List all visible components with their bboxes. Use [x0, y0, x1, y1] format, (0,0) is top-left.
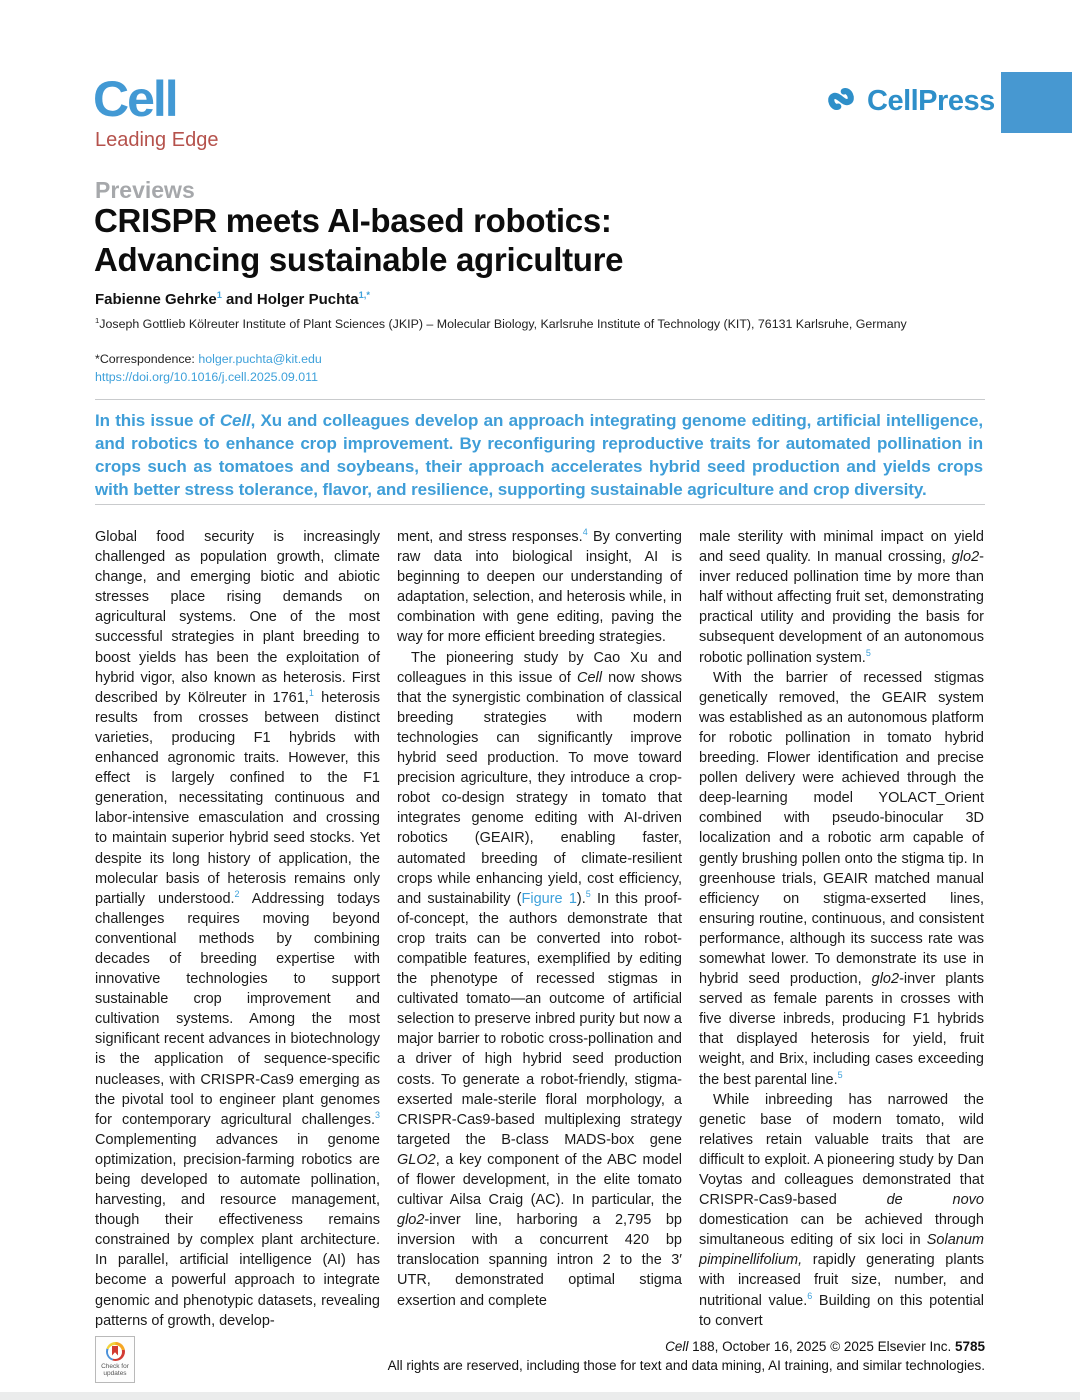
inline-link[interactable]: holger.puchta@kit.edu [198, 352, 322, 366]
cellpress-logo-text: CellPress [867, 85, 995, 117]
text-segment: glo2 [951, 549, 980, 566]
teaser-abstract [95, 409, 983, 501]
reference-link[interactable]: 4 [582, 527, 588, 538]
reference-link[interactable]: 1,* [358, 290, 370, 300]
text-segment: Fabienne Gehrke [95, 291, 217, 308]
text-segment: domestication can be achieved through simultaneous editing of six loci in [699, 1212, 984, 1249]
reference-link[interactable]: 3 [375, 1109, 380, 1120]
correspondence-line [95, 352, 322, 366]
reference-link[interactable]: 6 [807, 1290, 813, 1301]
cellpress-logo-icon [822, 80, 860, 123]
text-segment: Global food security is increasingly challenged as population growth, climate change, and emerging biotic and abiotic stresses place rising demands on agricultural systems. One of the most successful strategies in plant breeding to boost yields has been the exploitation of hybrid vigor, also known as heterosis. First described by Kölreuter in 1761, [95, 529, 380, 706]
article-kicker: Previews [95, 177, 195, 203]
paragraph [699, 527, 984, 668]
text-segment: ). [576, 890, 586, 907]
text-segment: Building on this potential to convert [699, 1292, 984, 1329]
badge-label-line2: updates [103, 1370, 127, 1377]
reference-link[interactable]: 2 [234, 888, 240, 899]
text-segment: In this issue of [95, 411, 220, 430]
text-segment: Complementing advances in genome optimization, precision-farming robotics are being developed to automate pollination, harvesting, and resource management, though their effectiveness remains constrained by complex plant architecture. In parallel, artificial intelligence (AI) has become a powerful approach to integrate genomic and phenotypic datasets, revealing patterns of growth, develop- [95, 1131, 380, 1329]
page-bottom-edge [0, 1392, 1080, 1400]
text-segment: -inver line, harboring a 2,795 bp inversion with a concurrent 420 bp translocation spanning intron 2 to the 3′ UTR, demonstrated optimal stigma exsertion and complete [397, 1212, 682, 1309]
text-segment: Joseph Gottlieb Kölreuter Institute of Plant Sciences (JKIP) – Molecular Biology, Karlsruhe Institute of Technology (KIT), 76131 Karlsruhe, Germany [99, 317, 907, 331]
text-segment: 188, October 16, 2025 © 2025 Elsevier Inc. [692, 1339, 955, 1354]
text-segment: rapidly generating plants with increased fruit size, number, and nutritional value. [699, 1252, 984, 1309]
text-segment: Solanum pimpinellifolium, [699, 1232, 984, 1269]
paragraph [699, 668, 984, 1090]
text-segment: heterosis results from crosses between distinct varieties, producing F1 hybrids with enhanced agronomic traits. However, this effect is largely confined to the F1 generation, necessitating continuous and labor-intensive emasculation and crossing to maintain superior hybrid seed stocks. Yet despite its long history of application, the molecular basis of heterosis remains only partially understood. [95, 689, 380, 907]
body-column-3 [699, 527, 984, 1331]
text-segment: *Correspondence: [95, 352, 199, 366]
reference-link[interactable]: 5 [837, 1069, 843, 1080]
text-segment: Addressing todays challenges requires moving beyond conventional methods by combining decades of breeding expertise with innovative technologies to support sustainable crop improvement and cultivation systems. Among the most significant recent advances in biotechnology is the application of sequence-specific nucleases, with CRISPR-Cas9 emerging as the pivotal tool to engineer plant genomes for contemporary agricultural challenges. [95, 890, 380, 1128]
cell-journal-logo: Cell [93, 71, 177, 127]
text-segment: Cell [219, 411, 251, 430]
divider [95, 399, 985, 400]
text-segment: By converting raw data into biological insight, AI is beginning to deepen our understanding of adaptation, selection, and heterosis while, in combination with gene editing, paving the way for more efficient breeding strategies. [397, 529, 682, 646]
text-segment: , a key component of the ABC model of flower development, in the elite tomato cultivar Ailsa Craig (AC). In particular, the [397, 1151, 682, 1209]
text-segment: Cell [576, 669, 602, 686]
text-segment: 1 [95, 315, 100, 325]
paragraph [699, 1090, 984, 1331]
author-list [95, 291, 370, 308]
text-segment: glo2 [871, 971, 900, 988]
cellpress-logo [822, 80, 995, 123]
text-segment: and Holger Puchta [221, 291, 359, 308]
text-segment: In this proof-of-concept, the authors demonstrate that crop traits can be converted into robot-compatible features, exemplified by editing the phenotype of recessed stigmas in cultivated tomato—an outcome of artificial selection to preserve inbred purity but now a major barrier to robotic cross-pollination and a driver of high hybrid seed production costs. To generate a robot-friendly, stigma-exserted male-sterile floral morphology, a CRISPR-Cas9-based multiplexing strategy targeted the B-class MADS-box gene [397, 890, 682, 1148]
corner-accent-square [1001, 72, 1072, 133]
reference-link[interactable]: 5 [865, 647, 871, 658]
paragraph [397, 648, 682, 1311]
text-segment: With the barrier of recessed stigmas genetically removed, the GEAIR system was established as an autonomous platform for robotic pollination in tomato hybrid breeding. Flower identification and precise pollen delivery were achieved through the deep-learning model YOLACT_Orient combined with pseudo-binocular 3D localization and a robotic arm capable of gently brushing pollen onto the stigma tip. In greenhouse trials, GEAIR matched manual efficiency on stigma-exserted lines, ensuring routine, continuous, and consistent performance, although its success rate was somewhat lower. To demonstrate its use in hybrid seed production, [699, 669, 984, 988]
text-segment: , Xu and colleagues develop an approach integrating genome editing, artificial intelligence, and robotics to enhance crop improvement. By reconfiguring reproductive traits for automated pollination in crops such as tomatoes and soybeans, their approach accelerates hybrid seed production and yields crops with better stress tolerance, flavor, and resilience, supporting sustainable agriculture and crop diversity. [95, 411, 983, 499]
section-label: Leading Edge [95, 129, 219, 151]
inline-link[interactable]: Figure 1 [521, 890, 577, 907]
text-segment: -inver reduced pollination time by more than half without affecting fruit set, demonstrating practical utility and providing the basis for subsequent development of an autonomous robotic pollination system. [699, 549, 984, 666]
article-title [94, 201, 794, 279]
text-segment: de novo [886, 1192, 984, 1209]
divider [95, 504, 985, 505]
text-segment: Cell [665, 1339, 693, 1354]
reference-link[interactable]: 1 [308, 687, 314, 698]
article-title-line1: CRISPR meets AI-based robotics: [94, 202, 612, 239]
text-segment: glo2 [397, 1212, 425, 1229]
paragraph [397, 527, 682, 648]
doi-link[interactable]: https://doi.org/10.1016/j.cell.2025.09.011 [95, 370, 318, 384]
footer-rights-statement: All rights are reserved, including those for text and data mining, AI training, and similar technologies. [387, 1358, 985, 1373]
text-segment: male sterility with minimal impact on yield and seed quality. In manual crossing, [699, 529, 984, 566]
text-segment: -inver plants served as female parents in crosses with five diverse inbreds, producing F1 hybrids that displayed heterosis for yield, fruit weight, and Brix, including cases exceeding the best parental line. [699, 971, 984, 1088]
article-body [95, 527, 985, 1331]
text-segment: GLO2 [397, 1151, 436, 1168]
text-segment: now shows that the synergistic combination of classical breeding strategies with modern technologies can significantly improve hybrid seed production. To move toward precision agriculture, they introduce a crop-robot co-design strategy in tomato that integrates genome editing with AI-driven robotics (GEAIR), enabling faster, automated breeding of climate-resilient crops while enhancing yield, cost efficiency, and sustainability ( [397, 669, 682, 907]
badge-label-line1: Check for [101, 1363, 129, 1370]
footer-citation [95, 1339, 985, 1354]
text-segment: The pioneering study by Cao Xu and colleagues in this issue of [397, 649, 682, 686]
reference-link[interactable]: 5 [585, 888, 591, 899]
text-segment: ment, and stress responses. [397, 529, 583, 545]
reference-link[interactable]: 1 [216, 290, 222, 300]
body-column-2 [397, 527, 682, 1331]
paragraph [95, 527, 380, 1331]
text-segment: While inbreeding has narrowed the genetic base of modern tomato, wild relatives retain valuable traits that are difficult to exploit. A pioneering study by Dan Voytas and colleagues demonstrated that CRISPR-Cas9-based [699, 1091, 984, 1209]
article-title-line2: Advancing sustainable agriculture [94, 241, 624, 278]
affiliation [95, 316, 975, 334]
body-column-1 [95, 527, 380, 1331]
text-segment: 5785 [954, 1339, 985, 1354]
